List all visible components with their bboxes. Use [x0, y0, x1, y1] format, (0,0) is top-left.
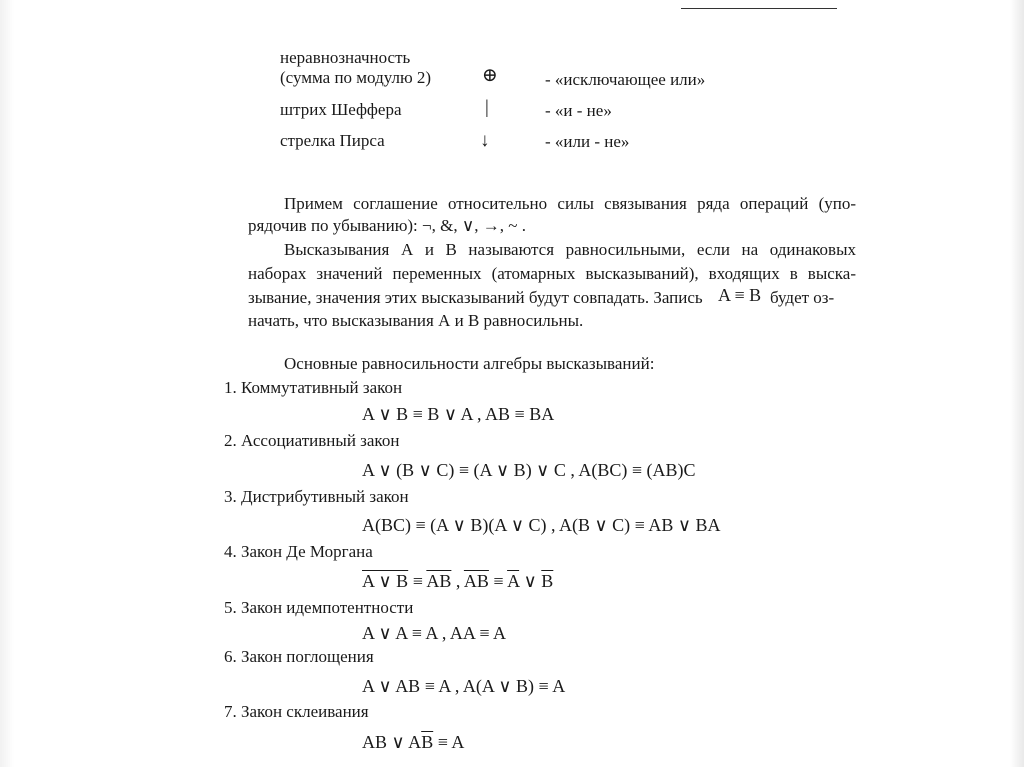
law-4-neg-conjunction: $\overline{AB}$	[463, 571, 489, 591]
law-7-title: 7. Закон склеивания	[224, 702, 369, 721]
law-4-title: 4. Закон Де Моргана	[224, 542, 373, 561]
law-1-title: 1. Коммутативный закон	[224, 378, 403, 397]
paragraph-2-line-3b: будет оз-	[770, 288, 835, 307]
laws-intro: Основные равносильности алгебры высказываний:	[284, 354, 655, 373]
paragraph-1-line-1: Примем соглашение относительно силы связывания ряда операций (упо-	[284, 194, 856, 213]
law-2-formula: A ∨ (B ∨ C) ≡ (A ∨ B) ∨ C , A(BC) ≡ (AB)C	[362, 460, 696, 480]
law-6-title: 6. Закон поглощения	[224, 647, 374, 666]
law-4-neg-a-times-neg-b: $\overline{AB}$	[426, 571, 452, 591]
law-6-formula: A ∨ AB ≡ A , A(A ∨ B) ≡ A	[362, 676, 566, 696]
law-4-neg-a: $\overline{A}$	[507, 571, 520, 591]
paragraph-1-line-2: рядочив по убыванию): ¬, &, ∨, →, ~ .	[248, 216, 526, 235]
law-7-formula	[362, 731, 464, 753]
law-4-formula	[362, 570, 553, 592]
law-4-neg-b: $\overline{B}$	[541, 571, 554, 591]
law-5-formula: A ∨ A ≡ A , AA ≡ A	[362, 623, 507, 643]
law-4-or: ∨	[519, 571, 542, 591]
paragraph-2-line-2: наборах значений переменных (атомарных высказываний), входящих в выска-	[248, 264, 856, 283]
op-peirce-meaning: - «или - не»	[545, 132, 630, 151]
law-7-neg-b: $\overline{B}$	[421, 732, 434, 752]
op-xor-name-line1: неравнозначность	[280, 48, 411, 67]
law-3-title: 3. Дистрибутивный закон	[224, 487, 409, 506]
law-4-equiv-2: ≡	[488, 571, 508, 591]
law-7-part-c: ≡ A	[433, 732, 465, 752]
op-sheffer-meaning: - «и - не»	[545, 101, 612, 120]
paragraph-2-line-1: Высказывания А и В называются равносильными, если на одинаковых	[284, 240, 856, 259]
page-right-shadow	[1010, 0, 1024, 767]
law-2-title: 2. Ассоциативный закон	[224, 431, 400, 450]
law-4-neg-disjunction: A ∨ B	[362, 571, 409, 591]
law-5-title: 5. Закон идемпотентности	[224, 598, 414, 617]
op-xor-meaning: - «исключающее или»	[545, 70, 706, 89]
op-peirce-name: стрелка Пирса	[280, 131, 385, 150]
law-4-separator: ,	[451, 571, 464, 591]
paragraph-2-line-4: начать, что высказывания А и В равносильны.	[248, 311, 584, 330]
op-xor-name-line2: (сумма по модулю 2)	[280, 68, 432, 87]
page-left-shadow	[0, 0, 14, 767]
peirce-arrow-symbol: ↓	[480, 130, 490, 151]
law-3-formula: A(BC) ≡ (A ∨ B)(A ∨ C) , A(B ∨ C) ≡ AB ∨ BA	[362, 515, 721, 535]
law-1-formula: A ∨ B ≡ B ∨ A , AB ≡ BA	[362, 404, 555, 424]
law-4-equiv-1: ≡	[408, 571, 427, 591]
top-rule	[681, 8, 837, 9]
xor-symbol: ⊕	[482, 65, 498, 86]
equivalence-formula: A ≡ B	[718, 285, 762, 305]
law-7-part-a: AB ∨ A	[362, 732, 422, 752]
sheffer-symbol: |	[485, 97, 489, 118]
op-sheffer-name: штрих Шеффера	[280, 100, 402, 119]
paragraph-2-line-3a: зывание, значения этих высказываний будут совпадать. Запись	[248, 288, 703, 307]
